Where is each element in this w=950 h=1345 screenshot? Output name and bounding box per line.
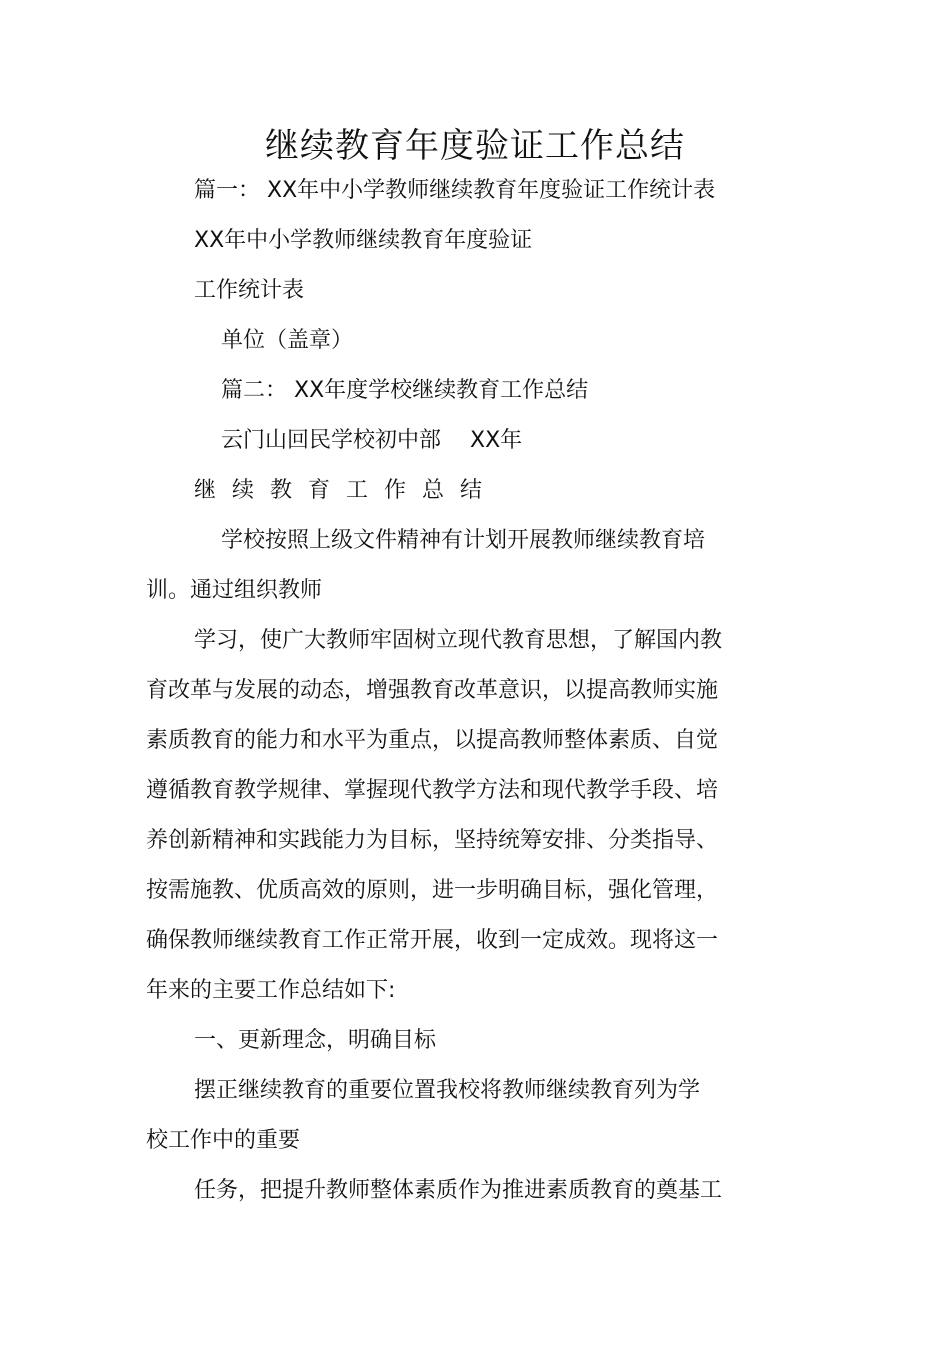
heading-part-one: 篇一： XX年中小学教师继续教育年度验证工作统计表: [194, 178, 716, 203]
document-title: 继续教育年度验证工作总结: [265, 126, 685, 166]
section-heading: 一、更新理念，明确目标: [194, 1028, 437, 1053]
paragraph-line: 训。通过组织教师: [146, 578, 323, 603]
paragraph-line: 学校按照上级文件精神有计划开展教师继续教育培: [221, 528, 706, 553]
paragraph-line: 养创新精神和实践能力为目标，坚持统筹安排、分类指导、: [146, 828, 719, 853]
paragraph-line: 素质教育的能力和水平为重点，以提高教师整体素质、自觉: [146, 728, 719, 753]
subtitle-line: 继续教育工作总结: [194, 478, 499, 503]
text-line: 单位（盖章）: [221, 328, 354, 353]
paragraph-line: 任务，把提升教师整体素质作为推进素质教育的奠基工: [194, 1178, 723, 1203]
paragraph-line: 育改革与发展的动态，增强教育改革意识，以提高教师实施: [146, 678, 719, 703]
paragraph-line: 确保教师继续教育工作正常开展，收到一定成效。现将这一: [146, 928, 719, 953]
text-line: 工作统计表: [194, 278, 305, 303]
paragraph-line: 按需施教、优质高效的原则，进一步明确目标，强化管理，: [146, 878, 719, 903]
heading-part-two: 篇二： XX年度学校继续教育工作总结: [221, 378, 589, 403]
paragraph-line: 遵循教育教学规律、掌握现代教学方法和现代教学手段、培: [146, 778, 719, 803]
paragraph-line: 摆正继续教育的重要位置我校将教师继续教育列为学: [194, 1078, 701, 1103]
paragraph-line: 校工作中的重要: [146, 1128, 301, 1153]
text-line: XX年中小学教师继续教育年度验证: [194, 228, 533, 253]
paragraph-line: 学习，使广大教师牢固树立现代教育思想，了解国内教: [194, 628, 723, 653]
paragraph-line: 年来的主要工作总结如下:: [146, 978, 396, 1003]
school-name-line: 云门山回民学校初中部 XX年: [221, 428, 523, 453]
